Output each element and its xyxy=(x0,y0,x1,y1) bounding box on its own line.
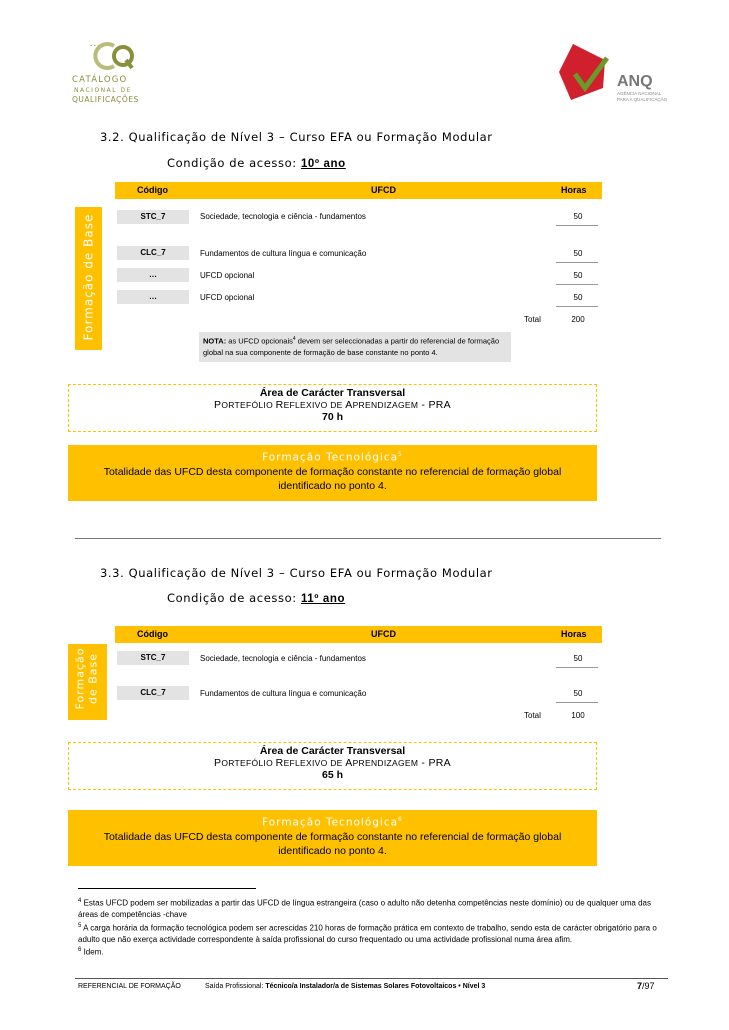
col-hours-header: Horas xyxy=(561,185,587,195)
col-ufcd-header: UFCD xyxy=(371,629,396,639)
row-name: UFCD opcional xyxy=(200,271,255,280)
anq-name: ANQ xyxy=(617,73,653,90)
row-hours: 50 xyxy=(573,249,583,258)
row-name: Sociedade, tecnologia e ciência - fundamentos xyxy=(200,654,366,663)
footer-left: REFERENCIAL DE FORMAÇÃO xyxy=(78,983,181,990)
row-divider xyxy=(556,262,598,263)
tech-text: Totalidade das UFCD desta componente de formação constante no referencial de formação global identificado no ponto 4. xyxy=(103,830,562,857)
note-box xyxy=(199,332,511,362)
row-hours: 50 xyxy=(573,212,583,221)
anq-line-2: PARA A QUALIFICAÇÃO xyxy=(617,97,668,102)
row-divider xyxy=(556,306,598,307)
condition-value: 11º ano xyxy=(300,593,346,605)
anq-line-1: AGÊNCIA NACIONAL xyxy=(617,91,662,96)
row-hours: 50 xyxy=(573,654,583,663)
total-value: 200 xyxy=(571,315,585,324)
row-name: UFCD opcional xyxy=(200,293,255,302)
anq-logo xyxy=(555,38,675,110)
row-code: … xyxy=(117,290,189,304)
pra-title: PORTEFÓLIO REFLEXIVO DE APRENDIZAGEM - PRA xyxy=(214,399,451,411)
row-divider xyxy=(556,284,598,285)
tech-title: Formação Tecnológica$^6$ xyxy=(262,816,403,829)
tech-title: Formação Tecnológica$^5$ xyxy=(262,451,403,464)
footnote: $^4$ Estas UFCD podem ser mobilizadas a partir das UFCD de língua estrangeira (caso o adulto não detenha competências neste domínio) ou de qualquer uma das áreas de competências -chave xyxy=(78,898,651,920)
cnq-logo xyxy=(68,40,163,112)
note-sup: 4 xyxy=(292,336,296,342)
row-hours: 50 xyxy=(573,271,583,280)
tech-box xyxy=(68,810,597,866)
section-title: 3.2. Qualificação de Nível 3 – Curso EFA ou Formação Modular xyxy=(100,130,493,144)
row-code: CLC_7 xyxy=(117,686,189,700)
footer-level: Nível 3 xyxy=(462,983,486,990)
footnotes xyxy=(78,896,668,958)
footnote: $^5$ A carga horária da formação tecnológica podem ser acrescidas 210 horas de formação prática em contexto de trabalho, sendo esta de carácter obrigatório para o adulto que não exerça actividade correspondente à saída profissional do curso frequentado ou uma actividade profissional numa área afim. xyxy=(78,922,657,944)
access-condition xyxy=(167,156,346,170)
pra-title: PORTEFÓLIO REFLEXIVO DE APRENDIZAGEM - PRA xyxy=(214,757,451,769)
note-text-b: devem ser seleccionadas a partir do referencial de formação global na sua componente de formação de base constante no ponto 4. xyxy=(203,336,500,357)
row-name: Fundamentos de cultura língua e comunicação xyxy=(200,689,367,698)
side-label-1: Formação xyxy=(73,647,87,710)
transversal-box xyxy=(68,384,597,432)
access-condition xyxy=(167,591,345,605)
note-text-a: as UFCD opcionais xyxy=(226,336,293,346)
section-divider xyxy=(75,538,661,539)
row-name: Sociedade, tecnologia e ciência - fundamentos xyxy=(200,212,366,221)
side-label-block xyxy=(75,207,102,350)
row-name: Fundamentos de cultura língua e comunicação xyxy=(200,249,367,258)
condition-value: 10º ano xyxy=(300,158,346,170)
col-hours-header: Horas xyxy=(561,629,587,639)
transversal-title: Área de Carácter Transversal xyxy=(259,387,406,399)
condition-label: Condição de acesso: xyxy=(167,156,301,170)
cnq-line-1: CATÁLOGO xyxy=(72,75,128,85)
footer-center xyxy=(205,983,485,990)
footnote-rule xyxy=(78,888,256,889)
row-code: … xyxy=(117,268,189,282)
footer-rule xyxy=(75,978,668,979)
cnq-line-3: QUALIFICAÇÕES xyxy=(72,95,139,104)
exit-value: Técnico/a Instalador/a de Sistemas Solares Fotovoltaicos xyxy=(265,983,457,990)
transversal-hours: 65 h xyxy=(321,769,343,781)
row-code: CLC_7 xyxy=(117,246,189,260)
table-header xyxy=(115,626,602,643)
col-code-header: Código xyxy=(137,185,168,195)
total-value: 100 xyxy=(571,711,585,720)
page-number: 7/97 xyxy=(637,981,655,991)
side-label-block xyxy=(68,644,107,720)
side-label-2: de Base xyxy=(86,652,100,705)
svg-text:• • •: • • • xyxy=(90,43,100,48)
side-label: Formação de Base xyxy=(81,213,96,341)
transversal-title: Área de Carácter Transversal xyxy=(259,745,406,757)
total-label: Total xyxy=(524,711,541,720)
row-divider xyxy=(556,225,598,226)
row-code: STC_7 xyxy=(117,210,189,224)
row-hours: 50 xyxy=(573,689,583,698)
tech-text: Totalidade das UFCD desta componente de formação constante no referencial de formação global identificado no ponto 4. xyxy=(103,465,562,492)
footer-bullet: • xyxy=(458,983,461,990)
cnq-line-2: NACIONAL DE xyxy=(74,87,132,94)
row-hours: 50 xyxy=(573,293,583,302)
transversal-hours: 70 h xyxy=(321,411,343,423)
row-divider xyxy=(556,702,598,703)
section-title: 3.3. Qualificação de Nível 3 – Curso EFA ou Formação Modular xyxy=(100,566,493,580)
tech-box xyxy=(68,445,597,501)
footnote: $^6$ Idem. xyxy=(78,947,104,957)
note-label: NOTA: xyxy=(203,336,227,346)
exit-label: Saída Profissional: xyxy=(205,983,264,990)
total-label: Total xyxy=(524,315,541,324)
row-divider xyxy=(556,667,598,668)
table-header xyxy=(115,182,602,199)
col-code-header: Código xyxy=(137,629,168,639)
transversal-box xyxy=(68,742,597,790)
condition-label: Condição de acesso: xyxy=(167,591,301,605)
row-code: STC_7 xyxy=(117,651,189,665)
col-ufcd-header: UFCD xyxy=(371,185,396,195)
